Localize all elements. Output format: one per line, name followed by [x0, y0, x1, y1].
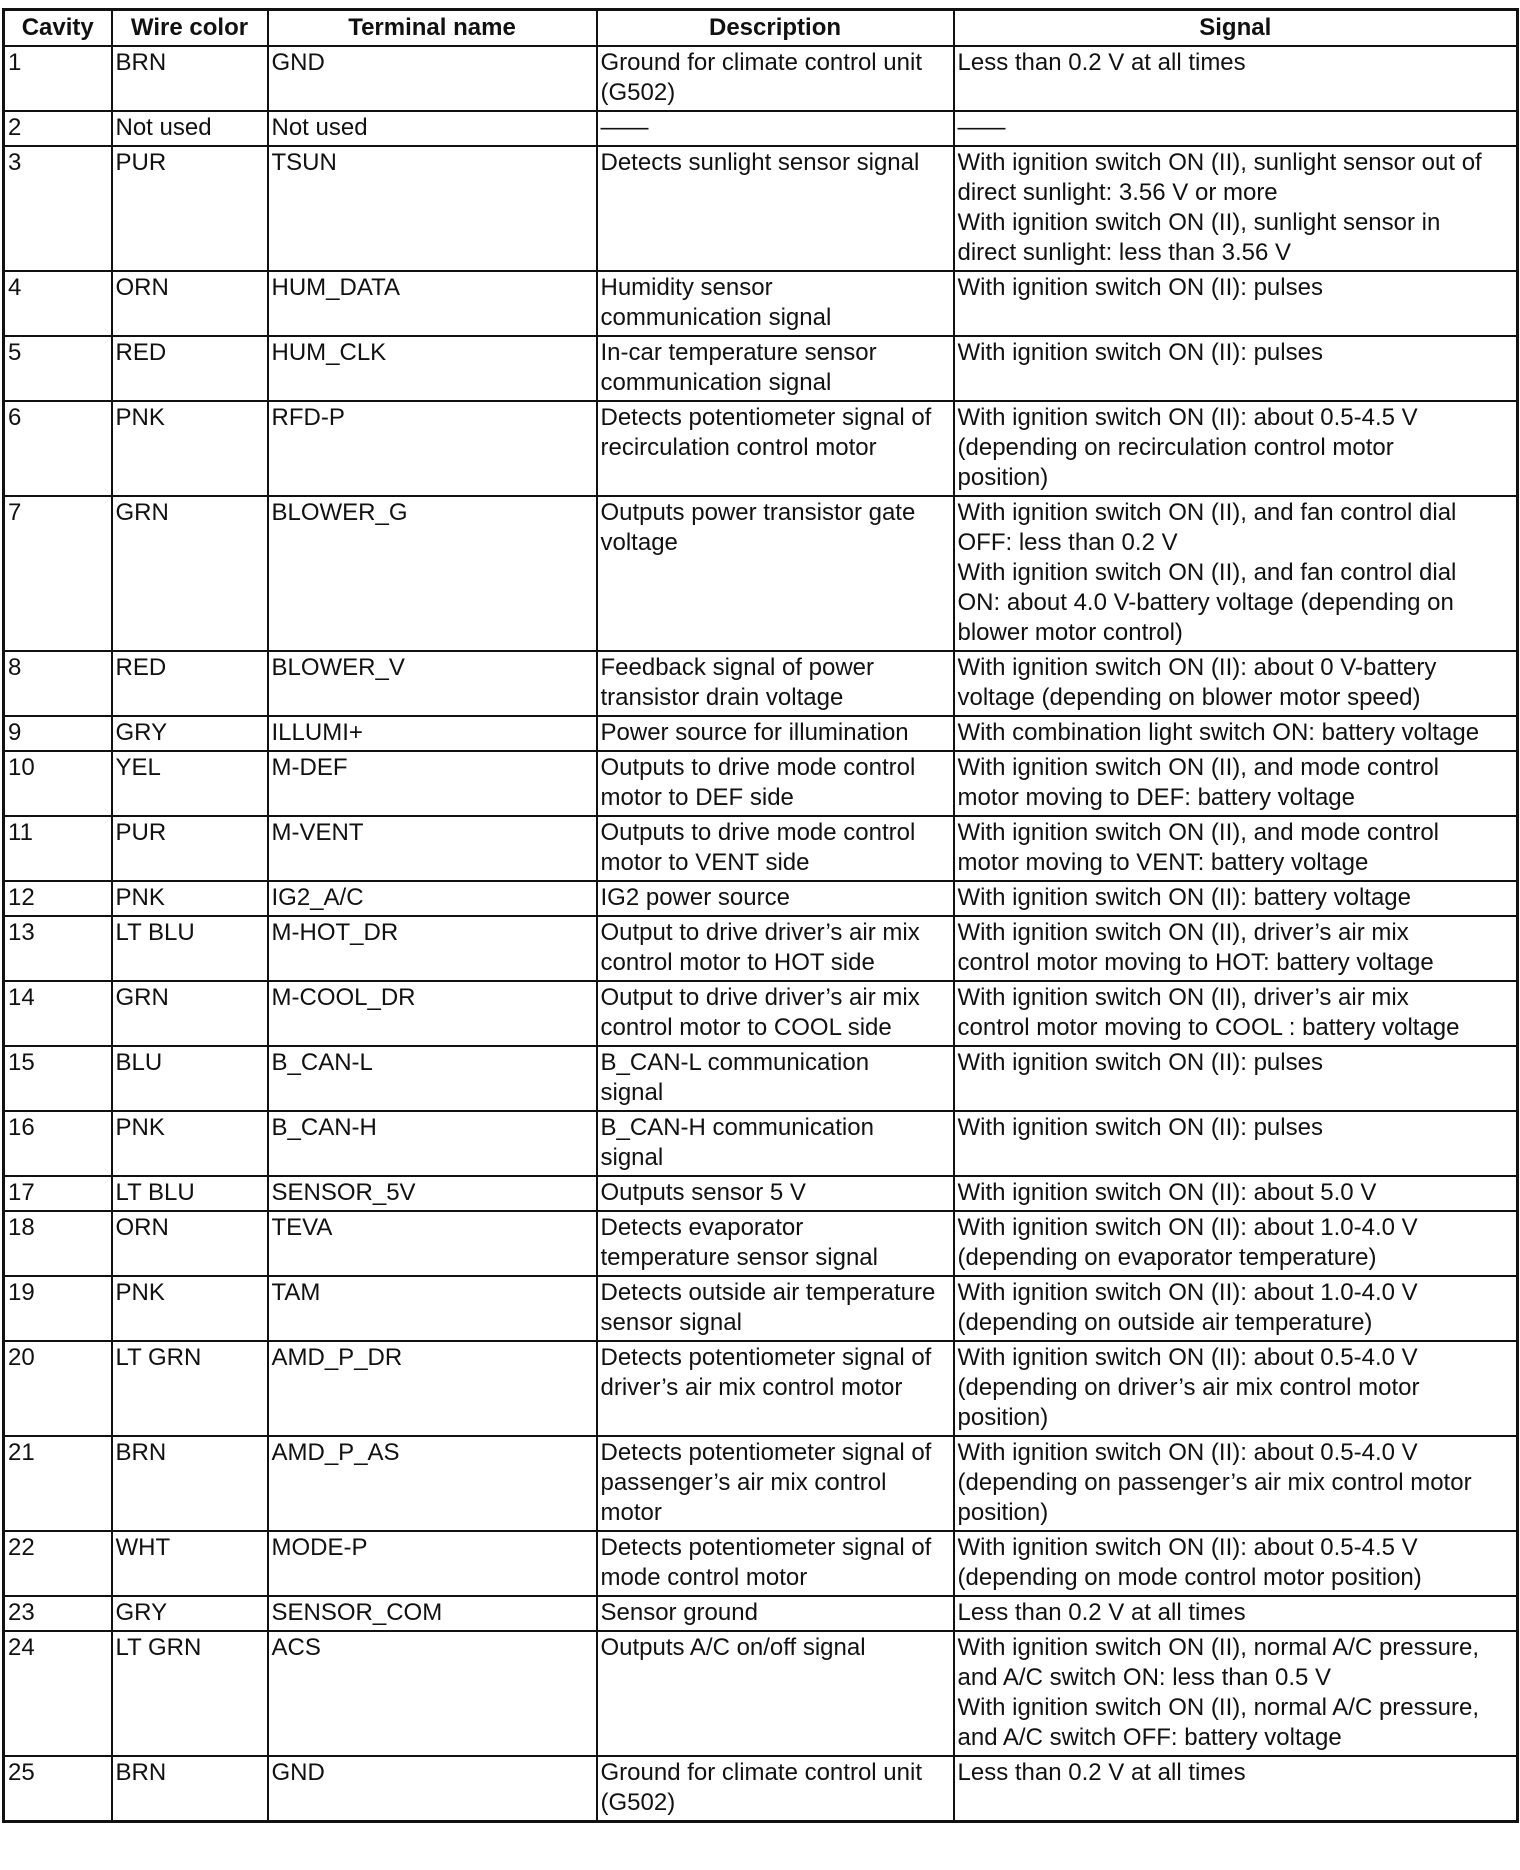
signal-cell-text: With ignition switch ON (II), and mode control motor moving to VENT: battery voltage: [957, 819, 1440, 876]
table-row: [4, 881, 1518, 916]
wire-color-cell-text: GRY: [115, 1599, 168, 1626]
table-row: [4, 716, 1518, 751]
cavity-cell: [4, 401, 112, 496]
description-cell: [597, 1046, 954, 1111]
terminal-name-cell: [268, 336, 597, 401]
signal-cell-text: With ignition switch ON (II), sunlight sensor out of direct sunlight: 3.56 V or more With ignition switch ON (II), sunlight sensor in direct sunlight: less than 3.56 V: [957, 149, 1482, 266]
cavity-cell: [4, 1436, 112, 1531]
terminal-name-cell-text: HUM_CLK: [271, 339, 387, 366]
signal-cell-text: With ignition switch ON (II): about 5.0 V: [957, 1179, 1377, 1206]
wire-color-cell: [112, 916, 268, 981]
description-cell: [597, 1211, 954, 1276]
description-cell: [597, 1276, 954, 1341]
cavity-cell: [4, 1631, 112, 1756]
cavity-cell-text: 20: [8, 1344, 35, 1371]
table-row: [4, 751, 1518, 816]
cavity-cell: [4, 496, 112, 651]
terminal-name-cell: [268, 271, 597, 336]
cavity-cell: [4, 716, 112, 751]
wire-color-cell: [112, 981, 268, 1046]
table-row: [4, 336, 1518, 401]
cavity-cell: [4, 1111, 112, 1176]
table-row: [4, 496, 1518, 651]
wire-color-cell: [112, 1111, 268, 1176]
terminal-name-cell-text: ACS: [271, 1634, 321, 1661]
signal-cell: [954, 751, 1518, 816]
signal-cell: [954, 46, 1518, 111]
cavity-cell: [4, 981, 112, 1046]
description-cell-text: Power source for illumination: [600, 719, 909, 746]
description-cell: [597, 271, 954, 336]
cavity-cell: [4, 751, 112, 816]
description-cell: [597, 651, 954, 716]
wire-color-cell: [112, 1176, 268, 1211]
signal-cell: [954, 111, 1518, 146]
signal-cell: [954, 816, 1518, 881]
wire-color-cell-text: GRN: [115, 984, 169, 1011]
table-row: [4, 1531, 1518, 1596]
cavity-cell-text: 15: [8, 1049, 35, 1076]
description-cell: [597, 751, 954, 816]
wire-color-cell-text: GRY: [115, 719, 168, 746]
description-cell: [597, 1341, 954, 1436]
cavity-cell-text: 4: [8, 274, 22, 301]
terminal-name-cell: [268, 1276, 597, 1341]
signal-cell: [954, 1276, 1518, 1341]
cavity-cell: [4, 271, 112, 336]
cavity-cell-text: 12: [8, 884, 35, 911]
description-cell: [597, 981, 954, 1046]
wire-color-cell-text: LT GRN: [115, 1634, 202, 1661]
wire-color-cell: [112, 716, 268, 751]
wire-color-cell: [112, 496, 268, 651]
signal-cell-text: With ignition switch ON (II): about 0.5-4.0 V (depending on passenger’s air mix control motor position): [957, 1439, 1472, 1526]
cavity-cell: [4, 651, 112, 716]
header-wire-color: Wire color: [112, 10, 268, 47]
description-cell: [597, 336, 954, 401]
description-cell-text: Outputs A/C on/off signal: [600, 1634, 866, 1661]
signal-cell-text: With ignition switch ON (II): pulses: [957, 1049, 1323, 1076]
signal-cell-text: With combination light switch ON: battery voltage: [957, 719, 1480, 746]
table-row: [4, 816, 1518, 881]
terminal-name-cell-text: IG2_A/C: [271, 884, 364, 911]
cavity-cell: [4, 111, 112, 146]
pinout-table: [2, 8, 1519, 1823]
signal-cell-text: With ignition switch ON (II): about 1.0-4.0 V (depending on outside air temperature): [957, 1279, 1418, 1336]
wire-color-cell-text: RED: [115, 654, 167, 681]
terminal-name-cell-text: MODE-P: [271, 1534, 368, 1561]
signal-cell-text: With ignition switch ON (II), and fan control dial OFF: less than 0.2 V With ignition switch ON (II), and fan control dial ON: about 4.0 V-battery voltage (depending on blower motor control): [957, 499, 1457, 646]
wire-color-cell-text: RED: [115, 339, 167, 366]
terminal-name-cell: [268, 981, 597, 1046]
wire-color-cell-text: LT BLU: [115, 919, 195, 946]
table-row: [4, 146, 1518, 271]
terminal-name-cell-text: TAM: [271, 1279, 321, 1306]
description-cell-text: Detects potentiometer signal of mode control motor: [600, 1534, 932, 1591]
cavity-cell-text: 23: [8, 1599, 35, 1626]
table-row: [4, 401, 1518, 496]
description-cell: [597, 881, 954, 916]
description-cell: [597, 1176, 954, 1211]
cavity-cell-text: 11: [8, 819, 33, 846]
terminal-name-cell: [268, 1046, 597, 1111]
table-row: [4, 1341, 1518, 1436]
description-cell-text: Output to drive driver’s air mix control motor to HOT side: [600, 919, 920, 976]
description-cell: [597, 716, 954, 751]
signal-cell: [954, 1756, 1518, 1822]
terminal-name-cell: [268, 1436, 597, 1531]
terminal-name-cell: [268, 1596, 597, 1631]
cavity-cell: [4, 46, 112, 111]
header-cavity: Cavity: [4, 10, 112, 47]
signal-cell-text: With ignition switch ON (II): about 0.5-4.5 V (depending on recirculation control motor position): [957, 404, 1418, 491]
signal-cell-text: Less than 0.2 V at all times: [957, 49, 1246, 76]
signal-cell-text: With ignition switch ON (II): about 0.5-4.5 V (depending on mode control motor position): [957, 1534, 1422, 1591]
terminal-name-cell: [268, 1531, 597, 1596]
terminal-name-cell-text: GND: [271, 1759, 325, 1786]
table-row: [4, 1596, 1518, 1631]
description-cell: [597, 1756, 954, 1822]
table-row: [4, 1276, 1518, 1341]
cavity-cell-text: 22: [8, 1534, 35, 1561]
cavity-cell: [4, 1276, 112, 1341]
cavity-cell: [4, 1341, 112, 1436]
signal-cell-text: With ignition switch ON (II): pulses: [957, 274, 1323, 301]
cavity-cell-text: 6: [8, 404, 22, 431]
cavity-cell-text: 19: [8, 1279, 35, 1306]
description-cell: [597, 46, 954, 111]
signal-cell-text: With ignition switch ON (II): pulses: [957, 339, 1323, 366]
wire-color-cell: [112, 336, 268, 401]
table-row: [4, 651, 1518, 716]
terminal-name-cell-text: AMD_P_AS: [271, 1439, 400, 1466]
table-row: [4, 1046, 1518, 1111]
description-cell: [597, 1596, 954, 1631]
terminal-name-cell-text: BLOWER_G: [271, 499, 408, 526]
terminal-name-cell-text: B_CAN-L: [271, 1049, 373, 1076]
wire-color-cell-text: PUR: [115, 819, 167, 846]
signal-cell-text: With ignition switch ON (II), and mode control motor moving to DEF: battery voltage: [957, 754, 1440, 811]
wire-color-cell-text: WHT: [115, 1534, 171, 1561]
wire-color-cell-text: BRN: [115, 1759, 167, 1786]
cavity-cell-text: 17: [8, 1179, 35, 1206]
wire-color-cell-text: BRN: [115, 49, 167, 76]
table-row: [4, 271, 1518, 336]
terminal-name-cell: [268, 1631, 597, 1756]
description-cell: [597, 1531, 954, 1596]
signal-cell: [954, 981, 1518, 1046]
terminal-name-cell-text: M-COOL_DR: [271, 984, 416, 1011]
description-cell-text: Outputs sensor 5 V: [600, 1179, 806, 1206]
wire-color-cell: [112, 1631, 268, 1756]
wire-color-cell-text: Not used: [115, 114, 212, 141]
signal-cell: [954, 1211, 1518, 1276]
wire-color-cell: [112, 1276, 268, 1341]
terminal-name-cell: [268, 916, 597, 981]
wire-color-cell-text: YEL: [115, 754, 161, 781]
terminal-name-cell: [268, 651, 597, 716]
description-cell-text: In-car temperature sensor communication signal: [600, 339, 877, 396]
signal-cell: [954, 146, 1518, 271]
terminal-name-cell-text: TSUN: [271, 149, 337, 176]
signal-cell-text: With ignition switch ON (II), normal A/C pressure, and A/C switch ON: less than 0.5 V With ignition switch ON (II), normal A/C pressure, and A/C switch OFF: battery voltage: [957, 1634, 1479, 1751]
cavity-cell-text: 5: [8, 339, 22, 366]
cavity-cell-text: 21: [8, 1439, 35, 1466]
wire-color-cell-text: LT GRN: [115, 1344, 202, 1371]
signal-cell: [954, 271, 1518, 336]
terminal-name-cell: [268, 816, 597, 881]
wire-color-cell-text: ORN: [115, 1214, 169, 1241]
header-row: [4, 10, 1518, 47]
terminal-name-cell-text: Not used: [271, 114, 368, 141]
wire-color-cell: [112, 816, 268, 881]
table-row: [4, 1756, 1518, 1822]
cavity-cell-text: 9: [8, 719, 22, 746]
signal-cell-text: Less than 0.2 V at all times: [957, 1599, 1246, 1626]
terminal-name-cell-text: BLOWER_V: [271, 654, 405, 681]
signal-cell: [954, 881, 1518, 916]
terminal-name-cell: [268, 1341, 597, 1436]
signal-cell-text: ——: [957, 114, 1006, 141]
terminal-name-cell-text: M-VENT: [271, 819, 364, 846]
terminal-name-cell-text: SENSOR_5V: [271, 1179, 416, 1206]
signal-cell-text: With ignition switch ON (II): about 1.0-4.0 V (depending on evaporator temperature): [957, 1214, 1418, 1271]
description-cell-text: Ground for climate control unit (G502): [600, 1759, 922, 1816]
wire-color-cell-text: BRN: [115, 1439, 167, 1466]
signal-cell: [954, 1596, 1518, 1631]
terminal-name-cell-text: TEVA: [271, 1214, 333, 1241]
cavity-cell-text: 8: [8, 654, 22, 681]
cavity-cell-text: 3: [8, 149, 22, 176]
wire-color-cell: [112, 881, 268, 916]
terminal-name-cell: [268, 716, 597, 751]
header-terminal-name: Terminal name: [268, 10, 597, 47]
table-row: [4, 1176, 1518, 1211]
table-row: [4, 1211, 1518, 1276]
wire-color-cell: [112, 1211, 268, 1276]
terminal-name-cell-text: M-HOT_DR: [271, 919, 399, 946]
wire-color-cell: [112, 46, 268, 111]
terminal-name-cell: [268, 1756, 597, 1822]
table-row: [4, 1631, 1518, 1756]
description-cell-text: Feedback signal of power transistor drain voltage: [600, 654, 874, 711]
cavity-cell: [4, 881, 112, 916]
description-cell-text: Humidity sensor communication signal: [600, 274, 832, 331]
signal-cell: [954, 336, 1518, 401]
wire-color-cell: [112, 111, 268, 146]
signal-cell-text: With ignition switch ON (II): about 0 V-battery voltage (depending on blower motor speed): [957, 654, 1437, 711]
cavity-cell-text: 14: [8, 984, 35, 1011]
description-cell-text: Ground for climate control unit (G502): [600, 49, 922, 106]
description-cell-text: IG2 power source: [600, 884, 790, 911]
wire-color-cell-text: PNK: [115, 404, 165, 431]
cavity-cell: [4, 146, 112, 271]
terminal-name-cell: [268, 751, 597, 816]
signal-cell-text: With ignition switch ON (II), driver’s air mix control motor moving to COOL : battery voltage: [957, 984, 1460, 1041]
cavity-cell-text: 16: [8, 1114, 35, 1141]
terminal-name-cell: [268, 496, 597, 651]
wire-color-cell: [112, 651, 268, 716]
signal-cell-text: With ignition switch ON (II): pulses: [957, 1114, 1323, 1141]
signal-cell: [954, 1631, 1518, 1756]
signal-cell: [954, 401, 1518, 496]
cavity-cell: [4, 1211, 112, 1276]
description-cell: [597, 816, 954, 881]
wire-color-cell: [112, 1046, 268, 1111]
wire-color-cell: [112, 751, 268, 816]
description-cell-text: Outputs power transistor gate voltage: [600, 499, 916, 556]
signal-cell: [954, 1176, 1518, 1211]
description-cell: [597, 146, 954, 271]
terminal-name-cell-text: SENSOR_COM: [271, 1599, 443, 1626]
wire-color-cell: [112, 271, 268, 336]
table-row: [4, 1111, 1518, 1176]
cavity-cell-text: 10: [8, 754, 35, 781]
description-cell-text: Detects outside air temperature sensor signal: [600, 1279, 936, 1336]
wire-color-cell: [112, 1596, 268, 1631]
description-cell: [597, 1436, 954, 1531]
description-cell: [597, 916, 954, 981]
cavity-cell: [4, 1046, 112, 1111]
wire-color-cell: [112, 1436, 268, 1531]
description-cell: [597, 496, 954, 651]
description-cell-text: Detects evaporator temperature sensor signal: [600, 1214, 878, 1271]
wire-color-cell-text: PNK: [115, 884, 165, 911]
cavity-cell: [4, 1596, 112, 1631]
terminal-name-cell: [268, 1111, 597, 1176]
terminal-name-cell: [268, 111, 597, 146]
signal-cell: [954, 651, 1518, 716]
signal-cell: [954, 1531, 1518, 1596]
cavity-cell: [4, 336, 112, 401]
wire-color-cell: [112, 1341, 268, 1436]
wire-color-cell-text: ORN: [115, 274, 169, 301]
description-cell-text: B_CAN-H communication signal: [600, 1114, 874, 1171]
wire-color-cell-text: PUR: [115, 149, 167, 176]
wire-color-cell: [112, 1756, 268, 1822]
signal-cell-text: With ignition switch ON (II), driver’s air mix control motor moving to HOT: battery voltage: [957, 919, 1434, 976]
terminal-name-cell: [268, 46, 597, 111]
signal-cell-text: Less than 0.2 V at all times: [957, 1759, 1246, 1786]
wire-color-cell-text: BLU: [115, 1049, 163, 1076]
description-cell: [597, 1631, 954, 1756]
terminal-name-cell: [268, 1176, 597, 1211]
signal-cell: [954, 1111, 1518, 1176]
description-cell-text: Outputs to drive mode control motor to VENT side: [600, 819, 916, 876]
terminal-name-cell-text: ILLUMI+: [271, 719, 363, 746]
wire-color-cell-text: GRN: [115, 499, 169, 526]
signal-cell: [954, 1436, 1518, 1531]
wire-color-cell: [112, 401, 268, 496]
table-row: [4, 46, 1518, 111]
signal-cell-text: With ignition switch ON (II): about 0.5-4.0 V (depending on driver’s air mix control motor position): [957, 1344, 1420, 1431]
description-cell-text: Output to drive driver’s air mix control motor to COOL side: [600, 984, 920, 1041]
terminal-name-cell-text: GND: [271, 49, 325, 76]
description-cell-text: Detects sunlight sensor signal: [600, 149, 920, 176]
wire-color-cell: [112, 146, 268, 271]
terminal-name-cell: [268, 401, 597, 496]
cavity-cell-text: 13: [8, 919, 35, 946]
description-cell-text: B_CAN-L communication signal: [600, 1049, 870, 1106]
description-cell-text: Detects potentiometer signal of recirculation control motor: [600, 404, 932, 461]
cavity-cell: [4, 916, 112, 981]
description-cell-text: Detects potentiometer signal of passenger’s air mix control motor: [600, 1439, 932, 1526]
cavity-cell: [4, 1531, 112, 1596]
header-description: Description: [597, 10, 954, 47]
terminal-name-cell-text: B_CAN-H: [271, 1114, 377, 1141]
table-row: [4, 1436, 1518, 1531]
cavity-cell-text: 1: [8, 49, 22, 76]
description-cell-text: Outputs to drive mode control motor to DEF side: [600, 754, 916, 811]
cavity-cell: [4, 1176, 112, 1211]
signal-cell: [954, 716, 1518, 751]
cavity-cell-text: 24: [8, 1634, 35, 1661]
table-row: [4, 916, 1518, 981]
table-row: [4, 111, 1518, 146]
cavity-cell-text: 18: [8, 1214, 35, 1241]
terminal-name-cell-text: M-DEF: [271, 754, 348, 781]
description-cell: [597, 1111, 954, 1176]
wire-color-cell: [112, 1531, 268, 1596]
terminal-name-cell: [268, 146, 597, 271]
cavity-cell: [4, 1756, 112, 1822]
cavity-cell-text: 2: [8, 114, 22, 141]
table-row: [4, 981, 1518, 1046]
terminal-name-cell-text: RFD-P: [271, 404, 345, 431]
description-cell: [597, 111, 954, 146]
description-cell: [597, 401, 954, 496]
terminal-name-cell-text: HUM_DATA: [271, 274, 400, 301]
signal-cell-text: With ignition switch ON (II): battery voltage: [957, 884, 1411, 911]
wire-color-cell-text: PNK: [115, 1114, 165, 1141]
signal-cell: [954, 1046, 1518, 1111]
signal-cell: [954, 916, 1518, 981]
terminal-name-cell: [268, 881, 597, 916]
description-cell-text: ——: [600, 114, 649, 141]
cavity-cell-text: 7: [8, 499, 22, 526]
wire-color-cell-text: LT BLU: [115, 1179, 195, 1206]
signal-cell: [954, 1341, 1518, 1436]
header-signal: Signal: [954, 10, 1518, 47]
terminal-name-cell: [268, 1211, 597, 1276]
description-cell-text: Detects potentiometer signal of driver’s air mix control motor: [600, 1344, 932, 1401]
table-body: [4, 46, 1518, 1822]
cavity-cell: [4, 816, 112, 881]
cavity-cell-text: 25: [8, 1759, 35, 1786]
terminal-name-cell-text: AMD_P_DR: [271, 1344, 403, 1371]
wire-color-cell-text: PNK: [115, 1279, 165, 1306]
signal-cell: [954, 496, 1518, 651]
description-cell-text: Sensor ground: [600, 1599, 758, 1626]
